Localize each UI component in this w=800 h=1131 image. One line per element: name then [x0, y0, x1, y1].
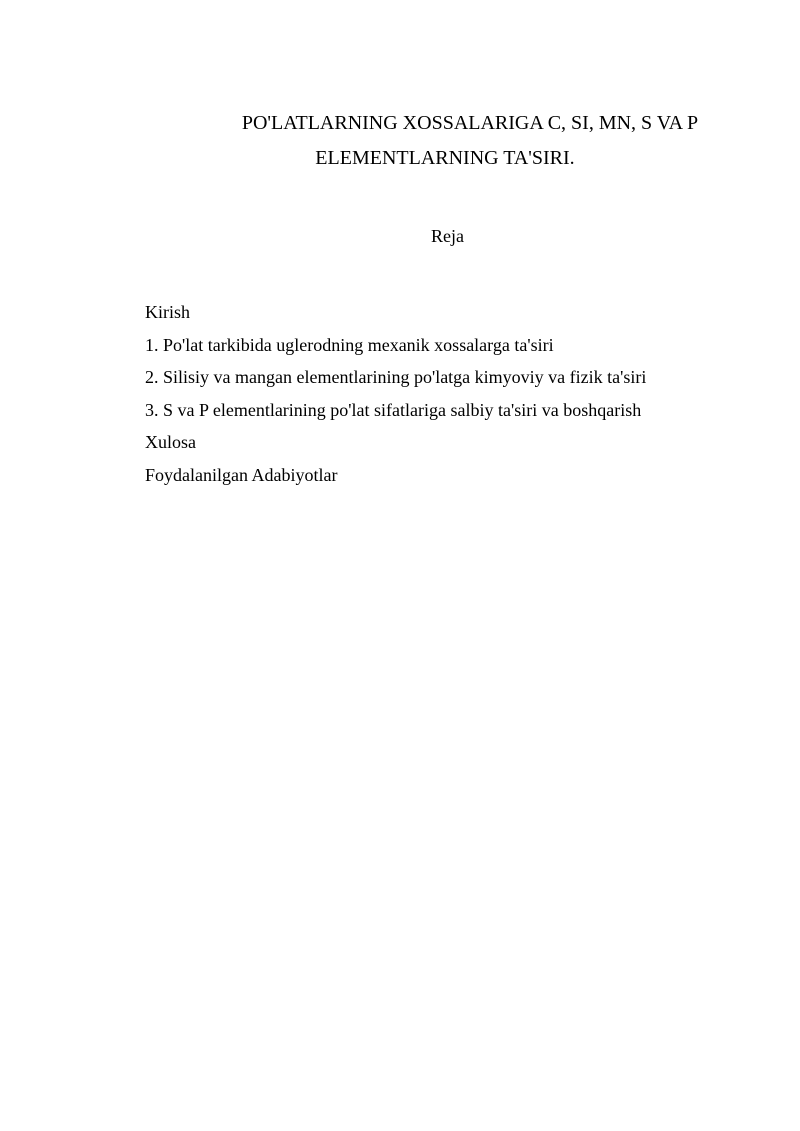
- title-line-1: PO'LATLARNING XOSSALARIGA C, SI, MN, S VA P: [241, 112, 699, 134]
- title-line-2: ELEMENTLARNING TA'SIRI.: [315, 147, 575, 169]
- plan-heading: Reja: [431, 226, 464, 246]
- toc-item-introduction: Kirish: [145, 302, 190, 322]
- toc-item-1: 1. Po'lat tarkibida uglerodning mexanik xossalarga ta'siri: [145, 334, 554, 355]
- table-of-contents: [145, 296, 745, 491]
- toc-item-references: Foydalanilgan Adabiyotlar: [145, 464, 338, 485]
- toc-item-conclusion: Xulosa: [145, 432, 196, 452]
- document-title: [145, 106, 745, 176]
- toc-item-3: 3. S va P elementlarining po'lat sifatlariga salbiy ta'siri va boshqarish: [145, 399, 642, 420]
- toc-item-2: 2. Silisiy va mangan elementlarining po'latga kimyoviy va fizik ta'siri: [145, 367, 647, 387]
